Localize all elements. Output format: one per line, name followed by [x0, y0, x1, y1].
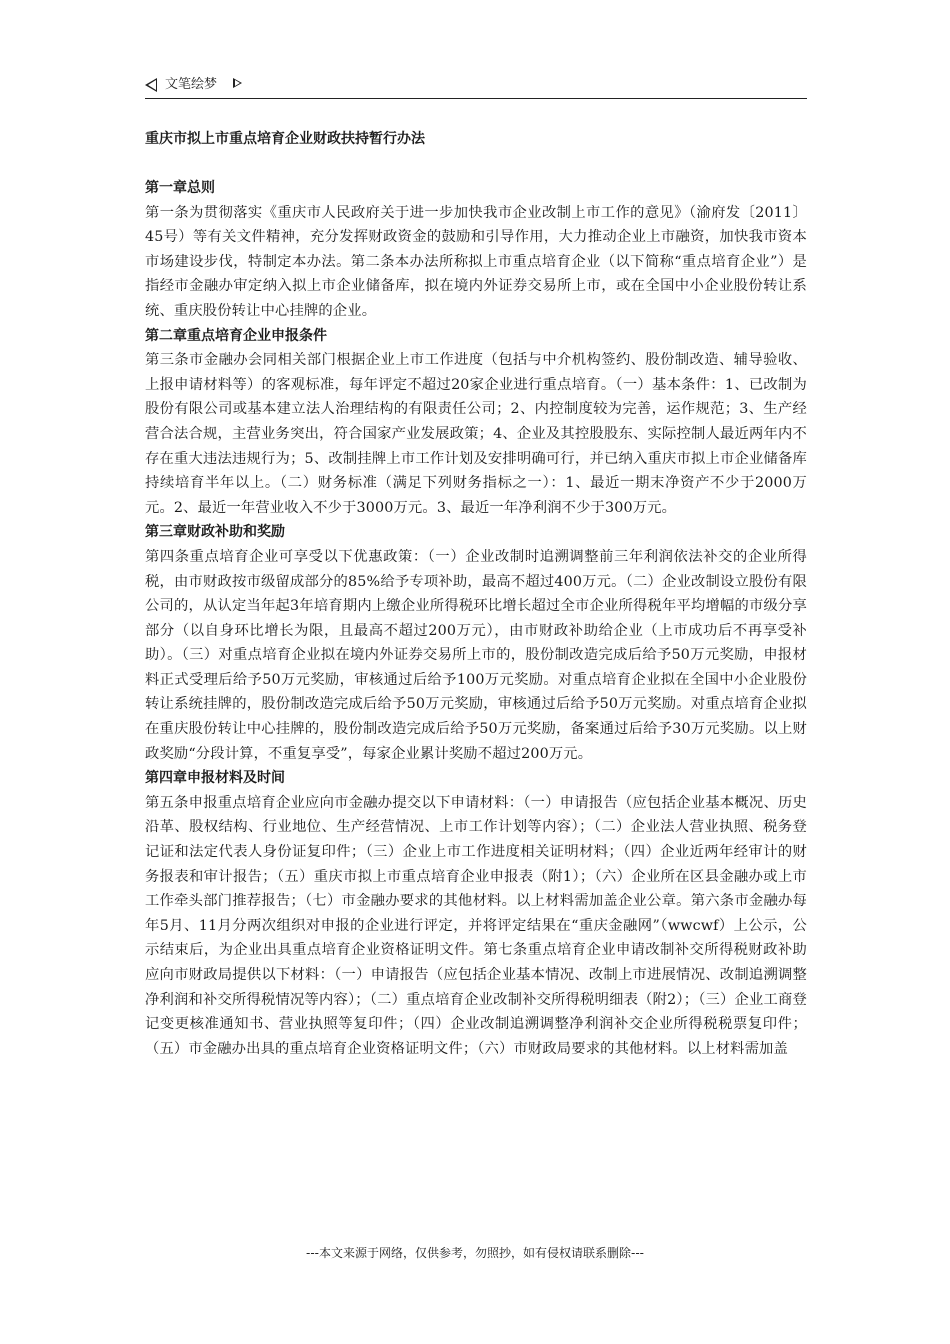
chapter-1-body: 第一条为贯彻落实《重庆市人民政府关于进一步加快我市企业改制上市工作的意见》（渝府发〔2011〕45号）等有关文件精神，充分发挥财政资金的鼓励和引导作用，大力推动企业上市融资，加快我市资本市场建设步伐，特制定本办法。第二条本办法所称拟上市重点培育企业（以下简称“重点培育企业”）是指经市金融办审定纳入拟上市企业储备库，拟在境内外证券交易所上市，或在全国中小企业股份转让系统、重庆股份转让中心挂牌的企业。 [145, 204, 807, 319]
brand-label: 文笔绘梦 [165, 77, 218, 92]
chapter-4-body: 第五条申报重点培育企业应向市金融办提交以下申请材料：（一）申请报告（应包括企业基本概况、历史沿革、股权结构、行业地位、生产经营情况、上市工作计划等内容）；（二）企业法人营业执照、税务登记证和法定代表人身份证复印件；（三）企业上市工作进度相关证明材料；（四）企业近两年经审计的财务报表和审计报告；（五）重庆市拟上市重点培育企业申报表（附1）；（六）企业所在区县金融办或上市工作牵头部门推荐报告；（七）市金融办要求的其他材料。以上材料需加盖企业公章。第六条市金融办每年5月、11月分两次组织对申报的企业进行评定，并将评定结果在“重庆金融网”（wwcwf）上公示，公示结束后，为企业出具重点培育企业资格证明文件。第七条重点培育企业申请改制补交所得税财政补助应向市财政局提供以下材料：（一）申请报告（应包括企业基本情况、改制上市进展情况、改制追溯调整净利润和补交所得税情况等内容）；（二）重点培育企业改制补交所得税明细表（附2）；（三）企业工商登记变更核准通知书、营业执照等复印件；（四）企业改制追溯调整净利润补交企业所得税税票复印件；（五）市金融办出具的重点培育企业资格证明文件；（六）市财政局要求的其他材料。以上材料需加盖 [145, 794, 807, 1057]
right-triangle-icon [233, 78, 242, 88]
chapter-3-body: 第四条重点培育企业可享受以下优惠政策：（一）企业改制时追溯调整前三年利润依法补交的企业所得税，由市财政按市级留成部分的85%给予专项补助，最高不超过400万元。（二）企业改制设立股份有限公司的，从认定当年起3年培育期内上缴企业所得税环比增长超过全市企业所得税年平均增幅的市级分享部分（以自身环比增长为限，且最高不超过200万元），由市财政补助给企业（上市成功后不再享受补助）。（三）对重点培育企业拟在境内外证券交易所上市的，股份制改造完成后给予50万元奖励，申报材料正式受理后给予50万元奖励，审核通过后给予100万元奖励。对重点培育企业拟在全国中小企业股份转让系统挂牌的，股份制改造完成后给予50万元奖励，审核通过后给予50万元奖励。对重点培育企业拟在重庆股份转让中心挂牌的，股份制改造完成后给予50万元奖励，备案通过后给予30万元奖励。以上财政奖励“分段计算，不重复享受”，每家企业累计奖励不超过200万元。 [145, 548, 807, 762]
chapter-1-title: 第一章总则 [145, 180, 215, 196]
page-header [145, 76, 807, 99]
document-title: 重庆市拟上市重点培育企业财政扶持暂行办法 [145, 131, 425, 147]
left-triangle-icon [145, 78, 157, 92]
chapter-2-title: 第二章重点培育企业申报条件 [145, 327, 327, 344]
footer-notice: ---本文来源于网络，仅供参考，勿照抄，如有侵权请联系删除--- [306, 1246, 644, 1260]
chapter-3-title: 第三章财政补助和奖励 [145, 524, 285, 541]
chapter-4-title: 第四章申报材料及时间 [145, 770, 285, 787]
document-body [145, 126, 807, 1061]
chapter-2-body: 第三条市金融办会同相关部门根据企业上市工作进度（包括与中介机构签约、股份制改造、辅导验收、上报申请材料等）的客观标准，每年评定不超过20家企业进行重点培育。（一）基本条件：1、已改制为股份有限公司或基本建立法人治理结构的有限责任公司；2、内控制度较为完善，运作规范；3、生产经营合法合规，主营业务突出，符合国家产业发展政策；4、企业及其控股股东、实际控制人最近两年内不存在重大违法违规行为；5、改制挂牌上市工作计划及安排明确可行，并已纳入重庆市拟上市企业储备库持续培育半年以上。（二）财务标准（满足下列财务指标之一）：1、最近一期末净资产不少于2000万元。2、最近一年营业收入不少于3000万元。3、最近一年净利润不少于300万元。 [145, 352, 807, 516]
